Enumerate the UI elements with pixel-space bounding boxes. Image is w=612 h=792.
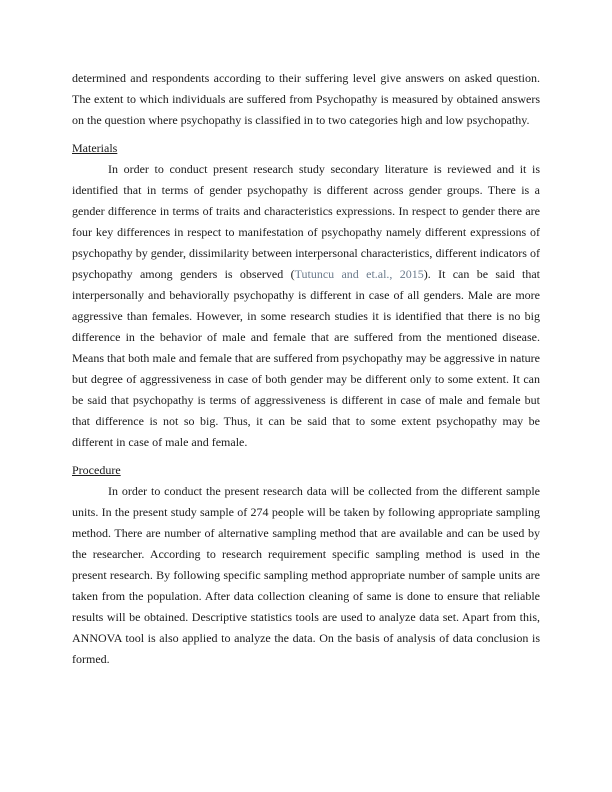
materials-text-before-citation: In order to conduct present research study secondary literature is reviewed and it is identified that in terms of gender psychopathy is different across gender groups. There is a gender difference in terms of traits and characteristics expressions. In respect to gender there are four key differences in respect to manifestation of psychopathy namely different expressions of psychopathy by gender, dissimilarity between interpersonal characteristics, different indicators of psychopathy among genders is observed ( [72, 162, 540, 281]
document-page [72, 68, 540, 670]
materials-paragraph [72, 159, 540, 453]
materials-heading: Materials [72, 141, 118, 155]
procedure-heading: Procedure [72, 463, 121, 477]
intro-paragraph: determined and respondents according to their suffering level give answers on asked question. The extent to which individuals are suffered from Psychopathy is measured by obtained answers on the question where psychopathy is classified in to two categories high and low psychopathy. [72, 71, 540, 127]
procedure-paragraph: In order to conduct the present research data will be collected from the different sample units. In the present study sample of 274 people will be taken by following appropriate sampling method. There are number of alternative sampling method that are available and can be used by the researcher. According to research requirement specific sampling method is used in the present research. By following specific sampling method appropriate number of sample units are taken from the population. After data collection cleaning of same is done to ensure that reliable results will be obtained. Descriptive statistics tools are used to analyze data set. Apart from this, ANNOVA tool is also applied to analyze the data. On the basis of analysis of data conclusion is formed. [72, 484, 540, 666]
citation-link[interactable]: Tutuncu and et.al., 2015 [294, 267, 424, 281]
materials-text-after-citation: ). It can be said that interpersonally and behaviorally psychopathy is different in case of all genders. Male are more aggressive than females. However, in some research studies it is identified that there is no big difference in the behavior of male and female that are suffered from the mentioned disease. Means that both male and female that are suffered from psychopathy may be aggressive in nature but degree of aggressiveness in case of both gender may be different only to some extent. It can be said that psychopathy is terms of aggressiveness is different in case of male and female but that difference is not so big. Thus, it can be said that to some extent psychopathy may be different in case of male and female. [72, 267, 541, 449]
